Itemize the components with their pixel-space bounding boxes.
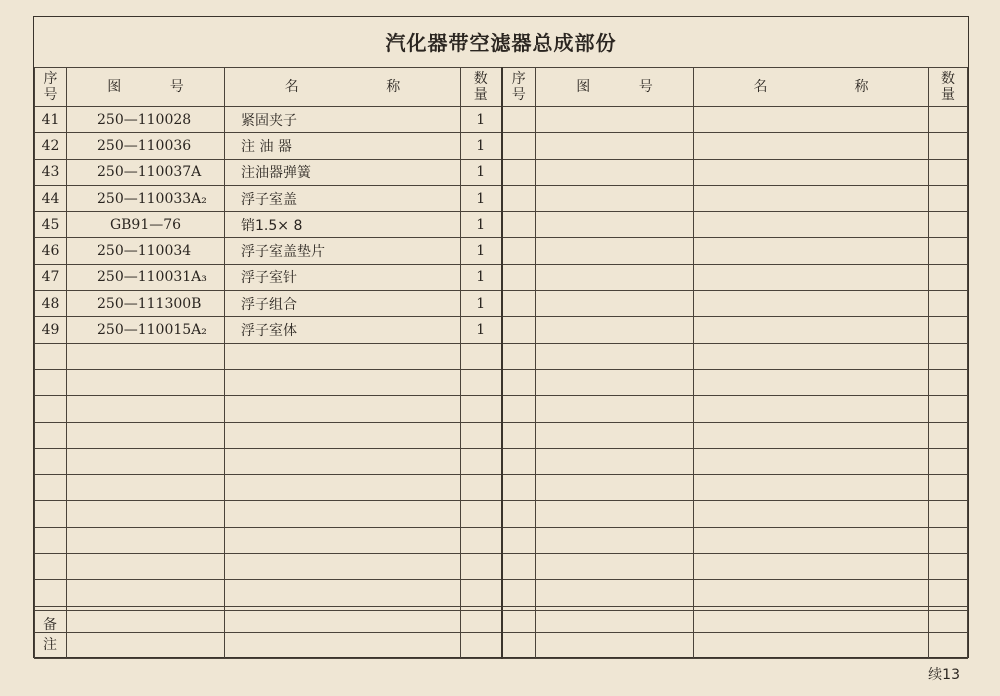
header-no-right: 序 号 bbox=[502, 68, 536, 107]
table-row bbox=[35, 107, 968, 133]
cell-code bbox=[67, 527, 225, 553]
cell-no bbox=[35, 580, 67, 606]
cell-name-right bbox=[694, 238, 929, 264]
cell-qty bbox=[461, 422, 502, 448]
cell-code-right bbox=[536, 501, 694, 527]
table-row bbox=[35, 185, 968, 211]
cell-no bbox=[35, 396, 67, 422]
cell-qty: 1 bbox=[461, 264, 502, 290]
cell-name bbox=[225, 422, 461, 448]
form-frame bbox=[33, 16, 969, 658]
cell-code-right bbox=[536, 396, 694, 422]
cell-code bbox=[67, 369, 225, 395]
cell-code-right bbox=[536, 291, 694, 317]
cell-name bbox=[225, 448, 461, 474]
cell-code-right bbox=[536, 238, 694, 264]
cell-name-right bbox=[694, 185, 929, 211]
header-no: 序 号 bbox=[35, 68, 67, 107]
cell-code-right bbox=[536, 159, 694, 185]
cell-code bbox=[67, 343, 225, 369]
table-header bbox=[35, 68, 968, 107]
page-number: 续13 bbox=[928, 667, 960, 683]
cell-name bbox=[225, 475, 461, 501]
cell-qty bbox=[461, 448, 502, 474]
cell-qty-right bbox=[929, 501, 968, 527]
cell-qty bbox=[461, 396, 502, 422]
table-row bbox=[35, 475, 968, 501]
parts-table bbox=[34, 67, 968, 659]
cell-no-right bbox=[502, 159, 536, 185]
header-qty: 数 量 bbox=[461, 68, 502, 107]
cell-code-right bbox=[536, 212, 694, 238]
cell-no: 43 bbox=[35, 159, 67, 185]
cell-qty-right bbox=[929, 133, 968, 159]
cell-name-right bbox=[694, 580, 929, 606]
cell-qty-right bbox=[929, 107, 968, 133]
cell-name-right bbox=[694, 422, 929, 448]
cell-name-right bbox=[694, 527, 929, 553]
remark-row bbox=[34, 610, 967, 657]
cell-name: 浮子室针 bbox=[225, 264, 461, 290]
cell-name-right bbox=[694, 554, 929, 580]
cell-code: 250—110031A₃ bbox=[67, 264, 225, 290]
header-code-right: 图 号 bbox=[536, 68, 694, 107]
cell-code bbox=[67, 475, 225, 501]
cell-no bbox=[35, 448, 67, 474]
cell-name: 注 油 器 bbox=[225, 133, 461, 159]
cell-code-right bbox=[536, 369, 694, 395]
cell-no-right bbox=[502, 317, 536, 343]
cell-name-right bbox=[694, 448, 929, 474]
cell-qty: 1 bbox=[461, 212, 502, 238]
cell-code bbox=[67, 501, 225, 527]
cell-name: 注油器弹簧 bbox=[225, 159, 461, 185]
table-row bbox=[35, 369, 968, 395]
cell-no-right bbox=[502, 554, 536, 580]
cell-qty-right bbox=[929, 238, 968, 264]
cell-no-right bbox=[502, 264, 536, 290]
cell-no bbox=[35, 554, 67, 580]
cell-qty bbox=[461, 369, 502, 395]
cell-no bbox=[35, 501, 67, 527]
cell-name-right bbox=[694, 343, 929, 369]
cell-no: 49 bbox=[35, 317, 67, 343]
cell-qty bbox=[461, 343, 502, 369]
cell-no-right bbox=[502, 369, 536, 395]
table-row bbox=[35, 554, 968, 580]
cell-no-right bbox=[502, 185, 536, 211]
cell-qty: 1 bbox=[461, 133, 502, 159]
cell-qty: 1 bbox=[461, 185, 502, 211]
cell-qty-right bbox=[929, 264, 968, 290]
cell-name: 紧固夹子 bbox=[225, 107, 461, 133]
table-row bbox=[35, 264, 968, 290]
cell-code bbox=[67, 554, 225, 580]
cell-no-right bbox=[502, 291, 536, 317]
table-row bbox=[35, 501, 968, 527]
cell-code-right bbox=[536, 133, 694, 159]
cell-no: 47 bbox=[35, 264, 67, 290]
cell-qty: 1 bbox=[461, 238, 502, 264]
table-row bbox=[35, 238, 968, 264]
cell-name: 浮子室体 bbox=[225, 317, 461, 343]
cell-code: GB91—76 bbox=[67, 212, 225, 238]
cell-qty: 1 bbox=[461, 317, 502, 343]
cell-code-right bbox=[536, 317, 694, 343]
table-row bbox=[35, 317, 968, 343]
table-row bbox=[35, 396, 968, 422]
page-title: 汽化器带空滤器总成部份 bbox=[385, 31, 617, 55]
cell-qty-right bbox=[929, 448, 968, 474]
cell-qty-right bbox=[929, 422, 968, 448]
cell-code: 250—110015A₂ bbox=[67, 317, 225, 343]
cell-no-right bbox=[502, 343, 536, 369]
cell-qty-right bbox=[929, 475, 968, 501]
header-name-right: 名 称 bbox=[694, 68, 929, 107]
cell-name-right bbox=[694, 133, 929, 159]
cell-code bbox=[67, 448, 225, 474]
header-qty-right: 数 量 bbox=[929, 68, 968, 107]
cell-code-right bbox=[536, 107, 694, 133]
cell-qty: 1 bbox=[461, 159, 502, 185]
cell-qty bbox=[461, 527, 502, 553]
cell-code bbox=[67, 580, 225, 606]
cell-qty bbox=[461, 501, 502, 527]
cell-qty-right bbox=[929, 317, 968, 343]
cell-qty-right bbox=[929, 185, 968, 211]
cell-name: 浮子组合 bbox=[225, 291, 461, 317]
cell-code-right bbox=[536, 185, 694, 211]
cell-name bbox=[225, 501, 461, 527]
cell-name-right bbox=[694, 264, 929, 290]
cell-code: 250—110037A bbox=[67, 159, 225, 185]
cell-qty bbox=[461, 475, 502, 501]
cell-no-right bbox=[502, 448, 536, 474]
cell-qty-right bbox=[929, 580, 968, 606]
cell-name-right bbox=[694, 369, 929, 395]
cell-code-right bbox=[536, 264, 694, 290]
table-row bbox=[35, 343, 968, 369]
cell-no: 46 bbox=[35, 238, 67, 264]
cell-no bbox=[35, 343, 67, 369]
table-row bbox=[35, 212, 968, 238]
cell-name bbox=[225, 527, 461, 553]
cell-no-right bbox=[502, 396, 536, 422]
cell-name: 浮子室盖垫片 bbox=[225, 238, 461, 264]
cell-no-right bbox=[502, 238, 536, 264]
cell-no: 42 bbox=[35, 133, 67, 159]
cell-no: 44 bbox=[35, 185, 67, 211]
cell-qty bbox=[461, 580, 502, 606]
cell-no-right bbox=[502, 107, 536, 133]
cell-qty-right bbox=[929, 343, 968, 369]
cell-no-right bbox=[502, 422, 536, 448]
cell-name-right bbox=[694, 212, 929, 238]
cell-no-right bbox=[502, 133, 536, 159]
cell-no: 41 bbox=[35, 107, 67, 133]
cell-code: 250—110036 bbox=[67, 133, 225, 159]
cell-code-right bbox=[536, 475, 694, 501]
table-row bbox=[35, 133, 968, 159]
cell-code-right bbox=[536, 554, 694, 580]
table-row bbox=[35, 159, 968, 185]
cell-qty-right bbox=[929, 369, 968, 395]
cell-code: 250—110034 bbox=[67, 238, 225, 264]
cell-no: 48 bbox=[35, 291, 67, 317]
header-code: 图 号 bbox=[67, 68, 225, 107]
table-row bbox=[35, 527, 968, 553]
cell-qty-right bbox=[929, 159, 968, 185]
cell-no bbox=[35, 527, 67, 553]
remark-label: 备 注 bbox=[34, 611, 67, 658]
cell-name-right bbox=[694, 475, 929, 501]
cell-code-right bbox=[536, 343, 694, 369]
cell-no-right bbox=[502, 501, 536, 527]
cell-no-right bbox=[502, 212, 536, 238]
cell-no bbox=[35, 422, 67, 448]
cell-qty-right bbox=[929, 291, 968, 317]
cell-qty-right bbox=[929, 554, 968, 580]
cell-name-right bbox=[694, 107, 929, 133]
cell-name: 销1.5× 8 bbox=[225, 212, 461, 238]
cell-name bbox=[225, 580, 461, 606]
cell-qty: 1 bbox=[461, 291, 502, 317]
cell-name-right bbox=[694, 396, 929, 422]
table-row bbox=[35, 291, 968, 317]
cell-name-right bbox=[694, 317, 929, 343]
cell-name-right bbox=[694, 291, 929, 317]
cell-name bbox=[225, 369, 461, 395]
cell-qty-right bbox=[929, 527, 968, 553]
cell-no-right bbox=[502, 475, 536, 501]
header-name: 名 称 bbox=[225, 68, 461, 107]
cell-name bbox=[225, 343, 461, 369]
cell-qty bbox=[461, 554, 502, 580]
cell-name-right bbox=[694, 501, 929, 527]
cell-code-right bbox=[536, 527, 694, 553]
cell-code: 250—110033A₂ bbox=[67, 185, 225, 211]
cell-code-right bbox=[536, 580, 694, 606]
cell-qty-right bbox=[929, 212, 968, 238]
cell-code-right bbox=[536, 422, 694, 448]
cell-qty: 1 bbox=[461, 107, 502, 133]
cell-no: 45 bbox=[35, 212, 67, 238]
cell-name bbox=[225, 396, 461, 422]
cell-no bbox=[35, 369, 67, 395]
cell-name bbox=[225, 554, 461, 580]
cell-code bbox=[67, 396, 225, 422]
table-row bbox=[35, 422, 968, 448]
cell-name: 浮子室盖 bbox=[225, 185, 461, 211]
cell-code-right bbox=[536, 448, 694, 474]
table-row bbox=[35, 580, 968, 606]
cell-no bbox=[35, 475, 67, 501]
cell-code: 250—110028 bbox=[67, 107, 225, 133]
cell-code: 250—111300B bbox=[67, 291, 225, 317]
cell-code bbox=[67, 422, 225, 448]
cell-name-right bbox=[694, 159, 929, 185]
cell-no-right bbox=[502, 527, 536, 553]
cell-no-right bbox=[502, 580, 536, 606]
table-row bbox=[35, 448, 968, 474]
cell-qty-right bbox=[929, 396, 968, 422]
